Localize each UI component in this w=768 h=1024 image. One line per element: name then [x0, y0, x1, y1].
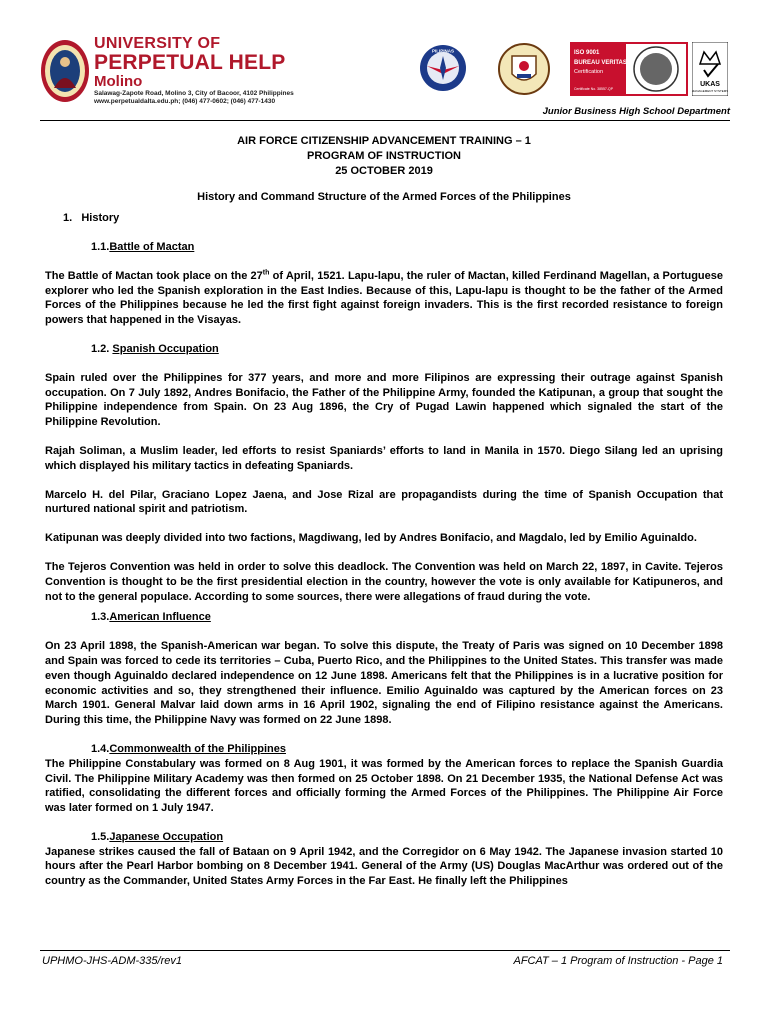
paragraph-text: The Battle of Mactan took place on the 27 [45, 269, 263, 282]
heading-text: American Influence [109, 611, 211, 624]
heading-text: Battle of Mactan [109, 240, 195, 253]
cert-number: Certificate No. 38557-QP [574, 87, 614, 91]
cert-name: BUREAU VERITAS [574, 60, 627, 66]
paragraph-text: of April, 1521. Lapu-lapu, the ruler of Mactan, killed Ferdinand Magellan, a Portuguese explorer who led the Spanish exploration in the East Indies. Because of this, Lapu-lapu is thought to be the father of the Armed Forces of the Philippines because he led the first fight against foreign invaders. This is the first recorded resistance to foreign powers that happened in the Visayas. [45, 269, 723, 327]
bureau-veritas-cert-icon [570, 42, 688, 96]
air-force-logo-icon [419, 44, 467, 92]
paragraph-tejeros-convention: The Tejeros Convention was held in order to solve this deadlock. The Convention was held on March 22, 1897, in Cavite. Tejeros Convention is thought to be the first presidential election in the country, however the vote is only available for Katipuneros, and not to the general populace. According to some sources, there were allegations of fraud during the vote. [45, 560, 723, 603]
letterhead [40, 36, 730, 118]
university-line1: UNIVERSITY OF [94, 35, 221, 52]
title-line-1: AIR FORCE CITIZENSHIP ADVANCEMENT TRAINING – 1 [237, 135, 531, 147]
air-force-logo-text: PILIPINAS [431, 48, 455, 54]
heading-battle-of-mactan [45, 240, 723, 255]
university-seal-icon [40, 38, 90, 104]
university-line2: PERPETUAL HELP [94, 51, 286, 74]
document-body [45, 134, 723, 889]
footer-doc-code: UPHMO-JHS-ADM-335/rev1 [42, 955, 182, 967]
footer-page-label: AFCAT – 1 Program of Instruction - Page 1 [513, 955, 723, 967]
heading-text: Commonwealth of the Philippines [109, 742, 286, 755]
title-date: 25 OCTOBER 2019 [335, 164, 433, 177]
paragraph-katipunan-factions: Katipunan was deeply divided into two factions, Magdiwang, led by Andres Bonifacio, and Magdalo, led by Emilio Aguinaldo. [45, 532, 697, 545]
header-divider [40, 120, 730, 121]
paragraph-rajah-soliman: Rajah Soliman, a Muslim leader, led efforts to resist Spaniards’ efforts to land in Manila in 1570. Diego Silang led an uprising which displayed his military tactics in defeating Spaniards. [45, 444, 723, 472]
paragraph-american-influence: On 23 April 1898, the Spanish-American war began. To solve this dispute, the Treaty of Paris was signed on 10 December 1898 and Spain was forced to cede its territories – Cuba, Puerto Rico, and the Philippines to the United States. This transfer was made even though Aguinaldo declared independence on 12 June 1898. Americans felt that the Philippines is in a lucrative position for economic activities and so, they strengthened their influence. Emilio Aguinaldo was captured by the American forces on 23 March 1901. General Malvar laid down arms in 16 April 1902, signaling the end of Filipino resistance against the Americans. During this time, the Philippine Navy was formed on 22 June 1898. [45, 640, 723, 727]
cert-iso: ISO 9001 [574, 50, 600, 56]
heading-japanese-occupation [45, 830, 723, 845]
paragraph-spain-rule: Spain ruled over the Philippines for 377 years, and more and more Filipinos are expressing their outrage against Spanish occupation. On 7 July 1892, Andres Bonifacio, the Father of the Philippine Army, founded the Katipunan, a group that sought the Philippine independence from Spain. On 23 Aug 1896, the Cry of Pugad Lawin happened which signaled the start of the Philippine Revolution. [45, 371, 723, 429]
paragraph-commonwealth: The Philippine Constabulary was formed on 8 Aug 1901, it was formed by the American forces to replace the Spanish Guardia Civil. The Philippine Military Academy was then formed on 25 October 1898. On 21 December 1935, the National Defense Act was ratified, consolidating the different forces and officially forming the Armed Forces of the Philippines. The Philippine Air Force was later formed on 1 July 1947. [45, 757, 723, 815]
paragraph-japanese-occupation: Japanese strikes caused the fall of Bataan on 9 April 1942, and the Corregidor on 6 May 1942. The Japanese invasion started 10 hours after the Pearl Harbor bombing on 8 December 1941. General of the Army (US) Douglas MacArthur was ordered out of the country as the Commander, United States Army Forces in the Far East. He finally left the Philippines [45, 845, 723, 888]
university-name [94, 36, 294, 106]
heading-spanish-occupation [45, 342, 723, 357]
heading-number: 1.4. [91, 742, 110, 755]
heading-number: 1.3. [91, 611, 110, 624]
ukas-crown-icon [692, 42, 728, 96]
paragraph-propagandists: Marcelo H. del Pilar, Graciano Lopez Jaena, and Jose Rizal are propagandists during the time of Spanish Occupation that nurtured national spirit and patriotism. [45, 488, 723, 516]
heading-number: 1.2. [91, 342, 110, 355]
title-line-2: PROGRAM OF INSTRUCTION [307, 149, 461, 162]
university-contact: www.perpetualdalta.edu.ph; (046) 477-0602; (046) 477-1430 [94, 98, 276, 105]
document-subtitle: History and Command Structure of the Armed Forces of the Philippines [197, 191, 571, 204]
footer-divider [40, 950, 730, 951]
heading-number: 1.5. [91, 830, 110, 843]
ukas-sub: MANAGEMENT SYSTEMS [692, 89, 728, 93]
cert-sub: Certification [574, 69, 604, 75]
department-label: Junior Business High School Department [542, 106, 730, 117]
section-history-heading: 1. History [63, 212, 120, 225]
university-address: Salawag-Zapote Road, Molino 3, City of Bacoor, 4102 Philippines [94, 90, 294, 97]
paragraph-battle-of-mactan [45, 269, 723, 328]
school-emblem-icon [498, 42, 550, 96]
campus-name: Molino [94, 73, 143, 90]
ukas-label: UKAS [700, 81, 720, 88]
heading-american-influence [45, 610, 723, 625]
ordinal-suffix: th [262, 269, 270, 277]
heading-commonwealth [45, 742, 723, 757]
heading-number: 1.1. [91, 240, 110, 253]
heading-text: Japanese Occupation [109, 830, 224, 843]
heading-text: Spanish Occupation [112, 342, 219, 355]
